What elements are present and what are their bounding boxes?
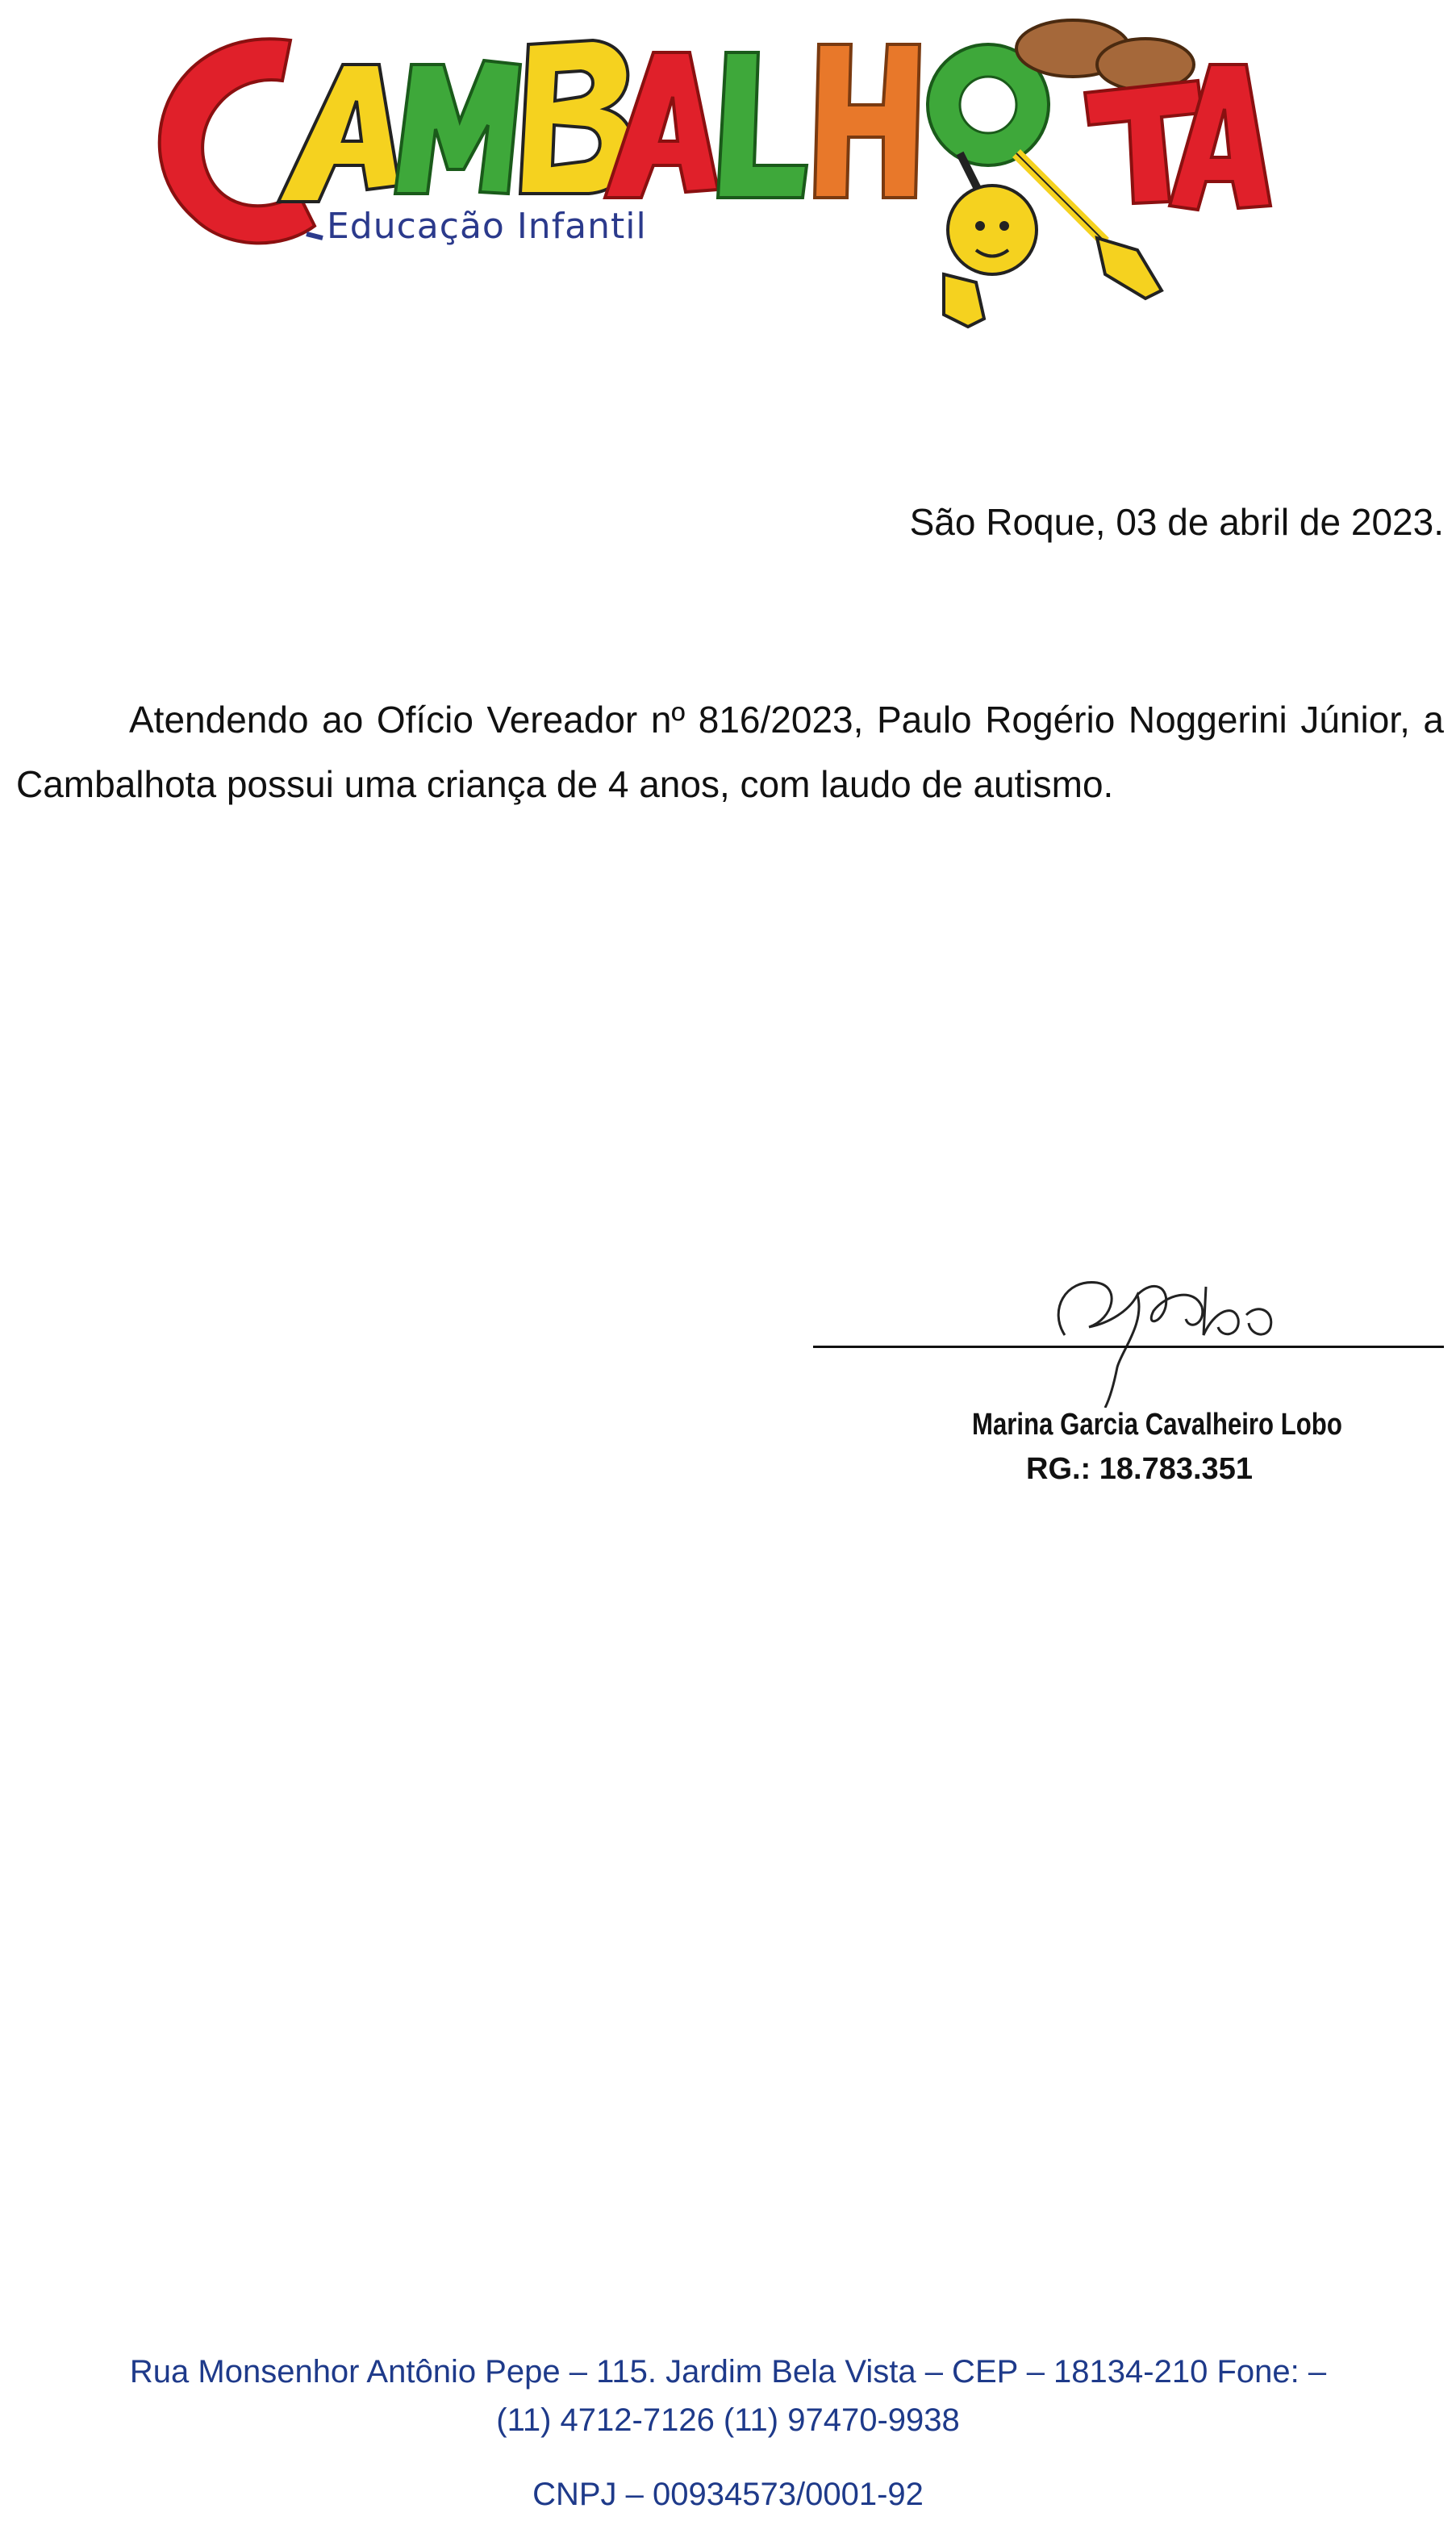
signature-scribble [1033, 1246, 1299, 1408]
signature-line [813, 1346, 1444, 1348]
handwritten-signature [1033, 1246, 1299, 1408]
signer-rg: RG.: 18.783.351 [1026, 1452, 1253, 1486]
footer-address-line2: (11) 4712-7126 (11) 97470-9938 [496, 2402, 960, 2438]
footer-address-line1: Rua Monsenhor Antônio Pepe – 115. Jardim Bela Vista – CEP – 18134-210 Fone: – [129, 2354, 1327, 2390]
cambalhota-logo-graphic [121, 8, 1283, 347]
logo-subtitle: Educação Infantil [327, 206, 647, 247]
date-line: São Roque, 03 de abril de 2023. [909, 501, 1444, 543]
footer-cnpj: CNPJ – 00934573/0001-92 [532, 2477, 924, 2512]
letter-body: Atendendo ao Ofício Vereador nº 816/2023, Paulo Rogério Noggerini Júnior, a Cambalhota possui uma criança de 4 anos, com laudo de autismo. [16, 699, 1444, 805]
cambalhota-logo [121, 8, 1283, 347]
signer-name: Marina Garcia Cavalheiro Lobo [972, 1408, 1342, 1442]
